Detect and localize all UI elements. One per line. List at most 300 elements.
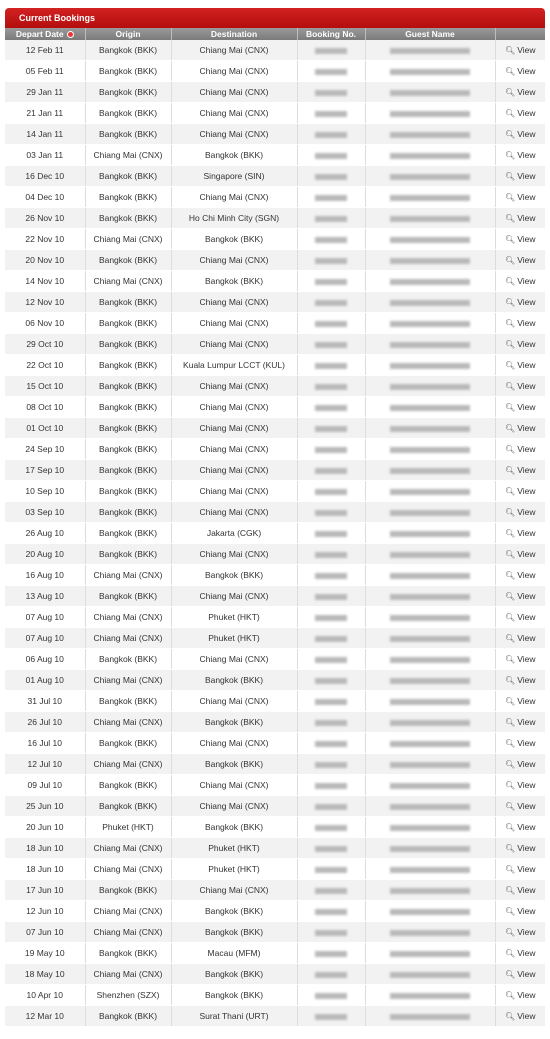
origin-cell: Bangkok (BKK) xyxy=(85,523,171,544)
guest-name-cell xyxy=(365,796,495,817)
table-row xyxy=(5,607,545,628)
destination-cell: Chiang Mai (CNX) xyxy=(171,250,297,271)
destination-cell: Phuket (HKT) xyxy=(171,859,297,880)
redacted-booking-no xyxy=(315,195,347,201)
destination-cell: Chiang Mai (CNX) xyxy=(171,82,297,103)
guest-name-cell xyxy=(365,880,495,901)
depart-date-cell: 22 Oct 10 xyxy=(5,355,85,376)
origin-cell: Bangkok (BKK) xyxy=(85,544,171,565)
redacted-guest-name xyxy=(390,195,470,201)
view-link[interactable] xyxy=(505,507,535,517)
col-booking-no[interactable]: Booking No. xyxy=(297,28,365,40)
view-link[interactable] xyxy=(505,780,535,790)
view-link[interactable] xyxy=(505,213,535,223)
table-row xyxy=(5,670,545,691)
view-label: View xyxy=(517,675,536,685)
magnifier-icon: 🔍︎ xyxy=(505,571,516,580)
redacted-booking-no xyxy=(315,930,347,936)
guest-name-cell xyxy=(365,229,495,250)
table-row xyxy=(5,943,545,964)
redacted-guest-name xyxy=(390,426,470,432)
table-row xyxy=(5,460,545,481)
depart-date-cell: 24 Sep 10 xyxy=(5,439,85,460)
origin-cell: Bangkok (BKK) xyxy=(85,61,171,82)
origin-cell: Bangkok (BKK) xyxy=(85,355,171,376)
redacted-booking-no xyxy=(315,1014,347,1020)
table-row xyxy=(5,586,545,607)
view-link[interactable] xyxy=(505,66,535,76)
guest-name-cell xyxy=(365,250,495,271)
table-row xyxy=(5,775,545,796)
depart-date-cell: 26 Jul 10 xyxy=(5,712,85,733)
view-label: View xyxy=(517,276,536,286)
destination-cell: Chiang Mai (CNX) xyxy=(171,586,297,607)
booking-no-cell xyxy=(297,880,365,901)
magnifier-icon: 🔍︎ xyxy=(505,130,516,139)
view-link[interactable] xyxy=(505,87,535,97)
origin-cell: Bangkok (BKK) xyxy=(85,166,171,187)
view-label: View xyxy=(517,654,536,664)
table-row xyxy=(5,691,545,712)
origin-cell: Bangkok (BKK) xyxy=(85,250,171,271)
table-row xyxy=(5,250,545,271)
destination-cell: Kuala Lumpur LCCT (KUL) xyxy=(171,355,297,376)
destination-cell: Chiang Mai (CNX) xyxy=(171,460,297,481)
redacted-guest-name xyxy=(390,237,470,243)
view-link[interactable] xyxy=(505,927,535,937)
view-cell xyxy=(495,838,545,859)
guest-name-cell xyxy=(365,943,495,964)
guest-name-cell xyxy=(365,313,495,334)
origin-cell: Chiang Mai (CNX) xyxy=(85,229,171,250)
guest-name-cell xyxy=(365,754,495,775)
view-label: View xyxy=(517,87,536,97)
table-row xyxy=(5,649,545,670)
view-link[interactable] xyxy=(505,318,535,328)
origin-cell: Shenzhen (SZX) xyxy=(85,985,171,1006)
view-link[interactable] xyxy=(505,150,535,160)
view-label: View xyxy=(517,969,536,979)
view-cell xyxy=(495,817,545,838)
bookings-table xyxy=(5,28,545,1027)
view-link[interactable] xyxy=(505,612,535,622)
view-cell xyxy=(495,943,545,964)
view-label: View xyxy=(517,906,536,916)
guest-name-cell xyxy=(365,817,495,838)
table-row xyxy=(5,838,545,859)
destination-cell: Chiang Mai (CNX) xyxy=(171,334,297,355)
view-label: View xyxy=(517,45,536,55)
booking-no-cell xyxy=(297,376,365,397)
view-link[interactable] xyxy=(505,360,535,370)
view-cell xyxy=(495,229,545,250)
view-link[interactable] xyxy=(505,738,535,748)
depart-date-cell: 15 Oct 10 xyxy=(5,376,85,397)
view-link[interactable] xyxy=(505,864,535,874)
view-link[interactable] xyxy=(505,444,535,454)
view-link[interactable] xyxy=(505,885,535,895)
magnifier-icon: 🔍︎ xyxy=(505,424,516,433)
booking-no-cell xyxy=(297,544,365,565)
guest-name-cell xyxy=(365,208,495,229)
origin-cell: Bangkok (BKK) xyxy=(85,82,171,103)
view-link[interactable] xyxy=(505,381,535,391)
view-label: View xyxy=(517,843,536,853)
view-label: View xyxy=(517,213,536,223)
destination-cell: Bangkok (BKK) xyxy=(171,922,297,943)
destination-cell: Chiang Mai (CNX) xyxy=(171,187,297,208)
destination-cell: Bangkok (BKK) xyxy=(171,565,297,586)
destination-cell: Bangkok (BKK) xyxy=(171,817,297,838)
redacted-guest-name xyxy=(390,531,470,537)
origin-cell: Bangkok (BKK) xyxy=(85,208,171,229)
magnifier-icon: 🔍︎ xyxy=(505,508,516,517)
origin-cell: Bangkok (BKK) xyxy=(85,292,171,313)
view-link[interactable] xyxy=(505,822,535,832)
depart-date-cell: 16 Aug 10 xyxy=(5,565,85,586)
view-link[interactable] xyxy=(505,675,535,685)
view-label: View xyxy=(517,948,536,958)
redacted-booking-no xyxy=(315,48,347,54)
booking-no-cell xyxy=(297,859,365,880)
view-link[interactable] xyxy=(505,654,535,664)
magnifier-icon: 🔍︎ xyxy=(505,592,516,601)
redacted-booking-no xyxy=(315,237,347,243)
view-link[interactable] xyxy=(505,129,535,139)
destination-cell: Phuket (HKT) xyxy=(171,838,297,859)
redacted-guest-name xyxy=(390,321,470,327)
redacted-booking-no xyxy=(315,867,347,873)
view-cell xyxy=(495,208,545,229)
col-destination[interactable]: Destination xyxy=(171,28,297,40)
redacted-guest-name xyxy=(390,510,470,516)
booking-no-cell xyxy=(297,418,365,439)
view-cell xyxy=(495,985,545,1006)
view-link[interactable] xyxy=(505,570,535,580)
guest-name-cell xyxy=(365,103,495,124)
redacted-booking-no xyxy=(315,615,347,621)
view-link[interactable] xyxy=(505,486,535,496)
guest-name-cell xyxy=(365,901,495,922)
origin-cell: Phuket (HKT) xyxy=(85,817,171,838)
view-cell xyxy=(495,355,545,376)
origin-cell: Bangkok (BKK) xyxy=(85,502,171,523)
magnifier-icon: 🔍︎ xyxy=(505,613,516,622)
guest-name-cell xyxy=(365,964,495,985)
guest-name-cell xyxy=(365,439,495,460)
destination-cell: Bangkok (BKK) xyxy=(171,229,297,250)
panel-title: Current Bookings xyxy=(5,8,545,28)
destination-cell: Chiang Mai (CNX) xyxy=(171,124,297,145)
guest-name-cell xyxy=(365,691,495,712)
view-cell xyxy=(495,712,545,733)
view-link[interactable] xyxy=(505,696,535,706)
redacted-booking-no xyxy=(315,300,347,306)
magnifier-icon: 🔍︎ xyxy=(505,781,516,790)
origin-cell: Chiang Mai (CNX) xyxy=(85,922,171,943)
redacted-booking-no xyxy=(315,825,347,831)
table-row xyxy=(5,901,545,922)
redacted-guest-name xyxy=(390,174,470,180)
magnifier-icon: 🔍︎ xyxy=(505,529,516,538)
magnifier-icon: 🔍︎ xyxy=(505,739,516,748)
view-link[interactable] xyxy=(505,297,535,307)
table-row xyxy=(5,964,545,985)
redacted-booking-no xyxy=(315,762,347,768)
view-link[interactable] xyxy=(505,108,535,118)
view-cell xyxy=(495,607,545,628)
view-link[interactable] xyxy=(505,759,535,769)
magnifier-icon: 🔍︎ xyxy=(505,697,516,706)
table-row xyxy=(5,754,545,775)
view-label: View xyxy=(517,864,536,874)
origin-cell: Chiang Mai (CNX) xyxy=(85,901,171,922)
depart-date-cell: 17 Jun 10 xyxy=(5,880,85,901)
view-cell xyxy=(495,439,545,460)
view-link[interactable] xyxy=(505,234,535,244)
booking-no-cell xyxy=(297,817,365,838)
redacted-guest-name xyxy=(390,90,470,96)
booking-no-cell xyxy=(297,712,365,733)
origin-cell: Chiang Mai (CNX) xyxy=(85,271,171,292)
guest-name-cell xyxy=(365,628,495,649)
depart-date-cell: 19 May 10 xyxy=(5,943,85,964)
redacted-guest-name xyxy=(390,741,470,747)
view-label: View xyxy=(517,780,536,790)
guest-name-cell xyxy=(365,166,495,187)
depart-date-cell: 13 Aug 10 xyxy=(5,586,85,607)
redacted-booking-no xyxy=(315,573,347,579)
view-link[interactable] xyxy=(505,549,535,559)
table-row xyxy=(5,376,545,397)
destination-cell: Chiang Mai (CNX) xyxy=(171,103,297,124)
view-cell xyxy=(495,166,545,187)
magnifier-icon: 🔍︎ xyxy=(505,802,516,811)
booking-no-cell xyxy=(297,187,365,208)
redacted-guest-name xyxy=(390,1014,470,1020)
magnifier-icon: 🔍︎ xyxy=(505,193,516,202)
destination-cell: Chiang Mai (CNX) xyxy=(171,61,297,82)
depart-date-cell: 25 Jun 10 xyxy=(5,796,85,817)
view-link[interactable] xyxy=(505,276,535,286)
destination-cell: Bangkok (BKK) xyxy=(171,901,297,922)
redacted-guest-name xyxy=(390,720,470,726)
table-row xyxy=(5,397,545,418)
magnifier-icon: 🔍︎ xyxy=(505,403,516,412)
view-link[interactable] xyxy=(505,528,535,538)
view-label: View xyxy=(517,402,536,412)
booking-no-cell xyxy=(297,292,365,313)
guest-name-cell xyxy=(365,61,495,82)
origin-cell: Chiang Mai (CNX) xyxy=(85,607,171,628)
redacted-booking-no xyxy=(315,783,347,789)
magnifier-icon: 🔍︎ xyxy=(505,277,516,286)
view-link[interactable] xyxy=(505,192,535,202)
magnifier-icon: 🔍︎ xyxy=(505,466,516,475)
view-link[interactable] xyxy=(505,948,535,958)
redacted-guest-name xyxy=(390,489,470,495)
redacted-booking-no xyxy=(315,636,347,642)
depart-date-cell: 14 Jan 11 xyxy=(5,124,85,145)
magnifier-icon: 🔍︎ xyxy=(505,865,516,874)
view-label: View xyxy=(517,486,536,496)
view-link[interactable] xyxy=(505,339,535,349)
magnifier-icon: 🔍︎ xyxy=(505,67,516,76)
view-link[interactable] xyxy=(505,906,535,916)
magnifier-icon: 🔍︎ xyxy=(505,445,516,454)
view-label: View xyxy=(517,612,536,622)
redacted-booking-no xyxy=(315,972,347,978)
redacted-booking-no xyxy=(315,258,347,264)
depart-date-cell: 22 Nov 10 xyxy=(5,229,85,250)
table-row xyxy=(5,40,545,61)
table-row xyxy=(5,271,545,292)
redacted-booking-no xyxy=(315,90,347,96)
redacted-booking-no xyxy=(315,678,347,684)
redacted-guest-name xyxy=(390,699,470,705)
guest-name-cell xyxy=(365,502,495,523)
booking-no-cell xyxy=(297,607,365,628)
redacted-guest-name xyxy=(390,573,470,579)
depart-date-cell: 26 Aug 10 xyxy=(5,523,85,544)
destination-cell: Bangkok (BKK) xyxy=(171,271,297,292)
redacted-booking-no xyxy=(315,321,347,327)
view-link[interactable] xyxy=(505,1011,535,1021)
view-cell xyxy=(495,145,545,166)
table-header-row xyxy=(5,28,545,40)
guest-name-cell xyxy=(365,334,495,355)
depart-date-cell: 16 Jul 10 xyxy=(5,733,85,754)
redacted-guest-name xyxy=(390,930,470,936)
redacted-booking-no xyxy=(315,657,347,663)
view-link[interactable] xyxy=(505,843,535,853)
redacted-guest-name xyxy=(390,888,470,894)
view-link[interactable] xyxy=(505,801,535,811)
view-link[interactable] xyxy=(505,591,535,601)
booking-no-cell xyxy=(297,82,365,103)
depart-date-cell: 18 May 10 xyxy=(5,964,85,985)
redacted-guest-name xyxy=(390,216,470,222)
view-label: View xyxy=(517,171,536,181)
destination-cell: Ho Chi Minh City (SGN) xyxy=(171,208,297,229)
redacted-guest-name xyxy=(390,951,470,957)
origin-cell: Bangkok (BKK) xyxy=(85,691,171,712)
destination-cell: Chiang Mai (CNX) xyxy=(171,481,297,502)
view-link[interactable] xyxy=(505,969,535,979)
table-row xyxy=(5,796,545,817)
magnifier-icon: 🔍︎ xyxy=(505,655,516,664)
view-cell xyxy=(495,502,545,523)
redacted-guest-name xyxy=(390,405,470,411)
origin-cell: Bangkok (BKK) xyxy=(85,124,171,145)
col-guest-name[interactable]: Guest Name xyxy=(365,28,495,40)
origin-cell: Bangkok (BKK) xyxy=(85,439,171,460)
redacted-guest-name xyxy=(390,111,470,117)
redacted-guest-name xyxy=(390,867,470,873)
view-label: View xyxy=(517,108,536,118)
redacted-booking-no xyxy=(315,741,347,747)
destination-cell: Surat Thani (URT) xyxy=(171,1006,297,1027)
table-row xyxy=(5,502,545,523)
booking-no-cell xyxy=(297,502,365,523)
view-link[interactable] xyxy=(505,171,535,181)
destination-cell: Chiang Mai (CNX) xyxy=(171,292,297,313)
depart-date-cell: 21 Jan 11 xyxy=(5,103,85,124)
depart-date-cell: 12 Jul 10 xyxy=(5,754,85,775)
redacted-guest-name xyxy=(390,657,470,663)
guest-name-cell xyxy=(365,544,495,565)
depart-date-cell: 20 Jun 10 xyxy=(5,817,85,838)
view-link[interactable] xyxy=(505,465,535,475)
sort-indicator-icon xyxy=(67,31,74,38)
redacted-booking-no xyxy=(315,720,347,726)
booking-no-cell xyxy=(297,355,365,376)
guest-name-cell xyxy=(365,82,495,103)
view-link[interactable] xyxy=(505,990,535,1000)
origin-cell: Bangkok (BKK) xyxy=(85,649,171,670)
depart-date-cell: 09 Jul 10 xyxy=(5,775,85,796)
table-row xyxy=(5,124,545,145)
redacted-booking-no xyxy=(315,531,347,537)
depart-date-cell: 12 Feb 11 xyxy=(5,40,85,61)
view-link[interactable] xyxy=(505,717,535,727)
origin-cell: Bangkok (BKK) xyxy=(85,1006,171,1027)
col-origin[interactable]: Origin xyxy=(85,28,171,40)
redacted-booking-no xyxy=(315,951,347,957)
redacted-guest-name xyxy=(390,153,470,159)
redacted-booking-no xyxy=(315,363,347,369)
origin-cell: Bangkok (BKK) xyxy=(85,40,171,61)
guest-name-cell xyxy=(365,292,495,313)
view-link[interactable] xyxy=(505,402,535,412)
view-cell xyxy=(495,292,545,313)
origin-cell: Bangkok (BKK) xyxy=(85,397,171,418)
destination-cell: Chiang Mai (CNX) xyxy=(171,649,297,670)
magnifier-icon: 🔍︎ xyxy=(505,109,516,118)
redacted-guest-name xyxy=(390,993,470,999)
destination-cell: Chiang Mai (CNX) xyxy=(171,796,297,817)
origin-cell: Bangkok (BKK) xyxy=(85,418,171,439)
magnifier-icon: 🔍︎ xyxy=(505,88,516,97)
guest-name-cell xyxy=(365,187,495,208)
booking-no-cell xyxy=(297,943,365,964)
view-cell xyxy=(495,754,545,775)
guest-name-cell xyxy=(365,523,495,544)
origin-cell: Chiang Mai (CNX) xyxy=(85,628,171,649)
view-link[interactable] xyxy=(505,423,535,433)
magnifier-icon: 🔍︎ xyxy=(505,487,516,496)
table-row xyxy=(5,418,545,439)
destination-cell: Bangkok (BKK) xyxy=(171,670,297,691)
view-link[interactable] xyxy=(505,255,535,265)
depart-date-cell: 04 Dec 10 xyxy=(5,187,85,208)
redacted-booking-no xyxy=(315,804,347,810)
guest-name-cell xyxy=(365,922,495,943)
view-link[interactable] xyxy=(505,633,535,643)
redacted-guest-name xyxy=(390,279,470,285)
magnifier-icon: 🔍︎ xyxy=(505,1012,516,1021)
booking-no-cell xyxy=(297,628,365,649)
view-link[interactable] xyxy=(505,45,535,55)
depart-date-cell: 01 Oct 10 xyxy=(5,418,85,439)
guest-name-cell xyxy=(365,712,495,733)
view-cell xyxy=(495,649,545,670)
redacted-booking-no xyxy=(315,699,347,705)
magnifier-icon: 🔍︎ xyxy=(505,172,516,181)
magnifier-icon: 🔍︎ xyxy=(505,886,516,895)
col-depart-date[interactable]: Depart Date xyxy=(5,28,85,40)
redacted-booking-no xyxy=(315,132,347,138)
